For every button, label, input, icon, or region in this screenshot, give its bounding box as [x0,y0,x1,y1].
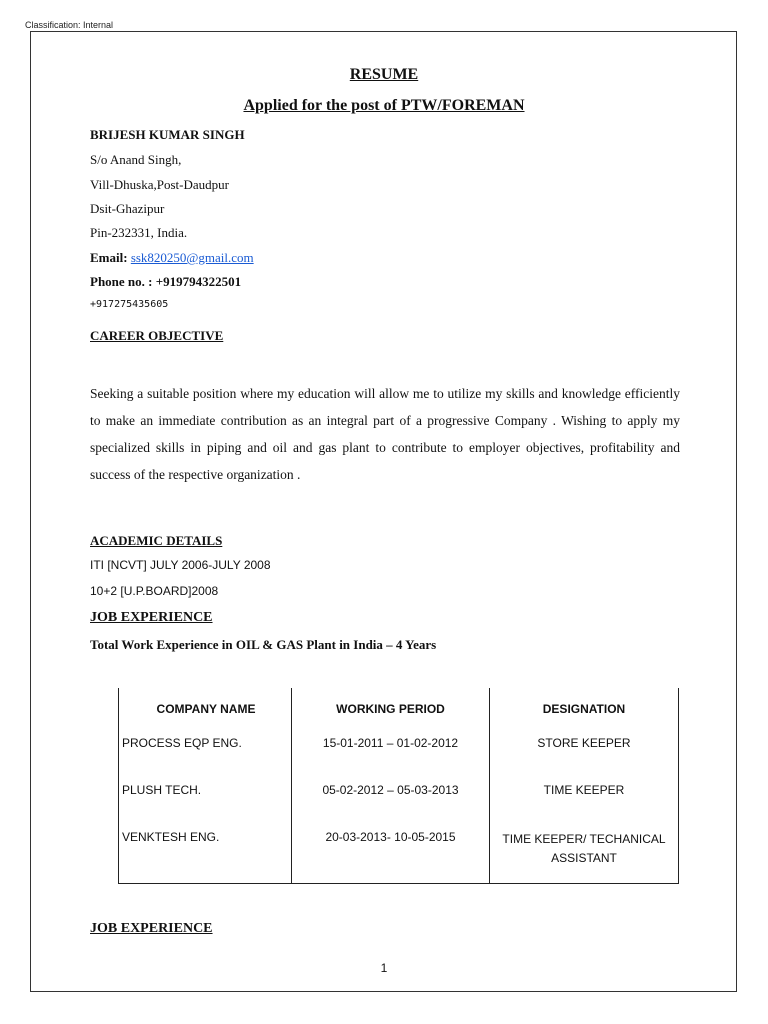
table-cell: STORE KEEPER [490,730,679,777]
table-cell: PLUSH TECH. [119,777,292,824]
email-row [90,250,254,266]
academic-item-1: ITI [NCVT] JULY 2006-JULY 2008 [90,558,271,572]
phone-number: +919794322501 [155,274,242,289]
phone-row [90,274,241,290]
table-header: COMPANY NAME [119,688,292,730]
academic-details-heading: ACADEMIC DETAILS [90,533,223,548]
total-experience: Total Work Experience in OIL & GAS Plant in India – 4 Years [90,637,437,652]
email-label: Email: [90,250,128,265]
career-objective-text: Seeking a suitable position where my education will allow me to utilize my skills and knowledge efficiently to make an immediate contribution as an integral part of a progressive Company . Wishing to apply my specialized skills in piping and oil and gas plant to contribute to employer objectives, profitability and success of the respective organization . [90,386,680,482]
table-header: DESIGNATION [490,688,679,730]
table-cell: 20-03-2013- 10-05-2015 [292,824,490,884]
experience-table [118,688,679,884]
address-line-4: Pin-232331, India. [90,225,188,240]
table-cell: 05-02-2012 – 05-03-2013 [292,777,490,824]
academic-item-2: 10+2 [U.P.BOARD]2008 [90,584,219,598]
phone-label: Phone no. : [90,274,153,289]
table-cell: TIME KEEPER [490,777,679,824]
table-cell: PROCESS EQP ENG. [119,730,292,777]
table-header: WORKING PERIOD [292,688,490,730]
table-header-row [119,688,679,730]
address-line-3: Dsit-Ghazipur [90,201,165,216]
career-objective-heading: CAREER OBJECTIVE [90,328,224,343]
applicant-name: BRIJESH KUMAR SINGH [90,127,245,142]
table-cell: 15-01-2011 – 01-02-2012 [292,730,490,777]
resume-title: RESUME [349,66,419,83]
address-line-1: S/o Anand Singh, [90,152,182,167]
job-experience-heading: JOB EXPERIENCE [90,610,213,625]
resume-subtitle: Applied for the post of PTW/FOREMAN [243,97,525,114]
phone-number-2: +917275435605 [90,299,169,310]
address-line-2: Vill-Dhuska,Post-Daudpur [90,177,229,192]
table-row [119,777,679,824]
page-number: 1 [380,961,388,975]
classification-label: Classification: Internal [25,20,114,30]
job-experience-heading-2: JOB EXPERIENCE [90,921,213,936]
table-row [119,730,679,777]
table-cell: TIME KEEPER/ TECHANICAL ASSISTANT [490,824,679,884]
table-row [119,824,679,884]
email-link[interactable]: ssk820250@gmail.com [130,250,254,265]
table-cell: VENKTESH ENG. [119,824,292,884]
